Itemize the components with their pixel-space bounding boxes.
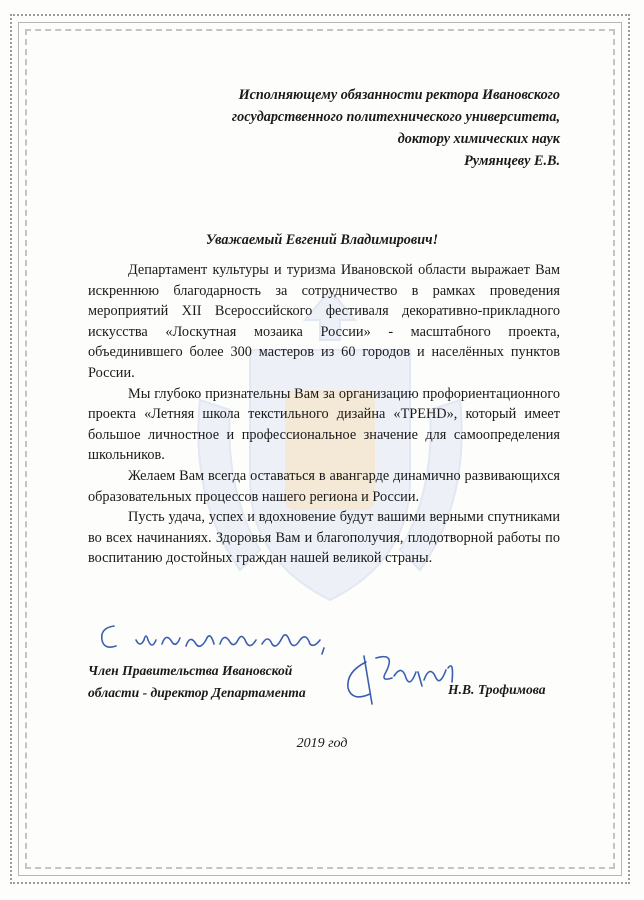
body-paragraph: Пусть удача, успех и вдохновение будут вашими верными спутниками во всех начинаниях. Здоровья Вам и благополучия, плодотворной работы по воспитанию достойных граждан нашей великой страны.: [88, 509, 560, 567]
addressee-line: Исполняющему обязанности ректора Ивановского: [238, 87, 560, 103]
addressee-block: [80, 84, 560, 172]
signatory-title: [88, 660, 348, 704]
letter-year: 2019 год: [296, 736, 348, 751]
signatory-title-line: области - директор Департамента: [88, 685, 306, 700]
signatory-name: Н.В. Трофимова: [448, 682, 546, 697]
letter-body: [88, 260, 560, 569]
addressee-line: доктору химических наук: [397, 131, 560, 147]
addressee-line: государственного политехнического университета,: [231, 109, 560, 125]
body-paragraph: Мы глубоко признательны Вам за организацию профориентационного проекта «Летняя школа текстильного дизайна «ТРЕНD», который имеет большое личностное и профессиональное значение для самоопределения школьников.: [88, 385, 560, 464]
body-paragraph: Департамент культуры и туризма Ивановской области выражает Вам искреннюю благодарность за сотрудничество в рамках проведения мероприятий XII Всероссийского фестиваля декоративно-прикладного искусства «Лоскутная мозаика России» - масштабного проекта, объединившего более 300 мастеров из 60 городов и населённых пунктов России.: [88, 262, 560, 381]
signatory-title-line: Член Правительства Ивановской: [88, 663, 293, 678]
handwritten-greeting: [96, 618, 356, 658]
handwritten-signature: [336, 642, 466, 712]
body-paragraph: Желаем Вам всегда оставаться в авангарде динамично развивающихся образовательных процессов нашего региона и России.: [88, 467, 560, 505]
salutation: Уважаемый Евгений Владимирович!: [205, 232, 439, 248]
addressee-name: Румянцеву Е.В.: [464, 153, 560, 169]
